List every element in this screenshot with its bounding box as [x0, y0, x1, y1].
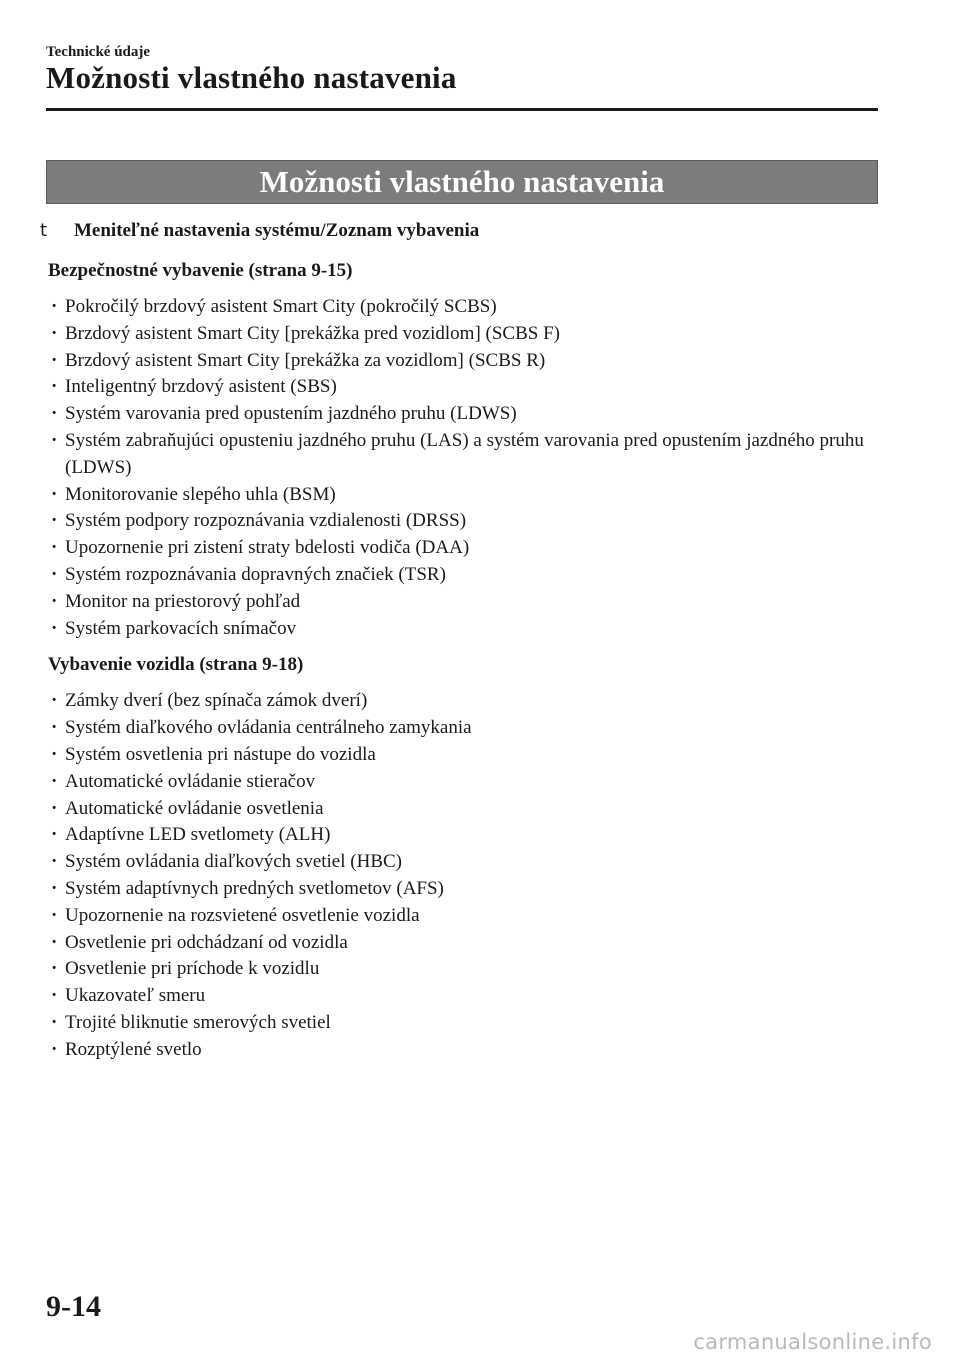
heading-divider [46, 108, 878, 111]
group-safety-equipment [48, 258, 878, 642]
group-vehicle-equipment [48, 652, 878, 1063]
list-item: · Rozptýlené svetlo [48, 1037, 878, 1064]
list-item: · Osvetlenie pri príchode k vozidlu [48, 956, 878, 983]
list-item: · Systém adaptívnych predných svetlometov (AFS) [48, 876, 878, 903]
subsection-heading [40, 220, 479, 242]
group-title: Vybavenie vozidla (strana 9-18) [48, 654, 304, 676]
list-item: · Adaptívne LED svetlomety (ALH) [48, 822, 878, 849]
group-title: Bezpečnostné vybavenie (strana 9-15) [48, 260, 353, 281]
list-item: · Systém rozpoznávania dopravných značiek (TSR) [48, 562, 878, 589]
chapter-label: Technické údaje [46, 44, 151, 60]
list-item: · Brzdový asistent Smart City [prekážka za vozidlom] (SCBS R) [48, 348, 878, 375]
section-banner: Možnosti vlastného nastavenia [46, 160, 878, 204]
list-item: · Automatické ovládanie osvetlenia [48, 796, 878, 823]
list-item: · Ukazovateľ smeru [48, 983, 878, 1010]
list-item: · Brzdový asistent Smart City [prekážka pred vozidlom] (SCBS F) [48, 321, 878, 348]
list-item: · Monitor na priestorový pohľad [48, 589, 878, 616]
list-item: · Osvetlenie pri odchádzaní od vozidla [48, 930, 878, 957]
list-item: · Inteligentný brzdový asistent (SBS) [48, 374, 878, 401]
list-item: · Systém diaľkového ovládania centrálneho zamykania [48, 715, 878, 742]
list-item: · Systém podpory rozpoznávania vzdialenosti (DRSS) [48, 508, 878, 535]
item-list [48, 294, 878, 642]
list-item: · Zámky dverí (bez spínača zámok dverí) [48, 688, 878, 715]
watermark-text: carmanualsonline.info [693, 1330, 932, 1354]
item-list [48, 688, 878, 1063]
list-item: · Systém varovania pred opustením jazdného pruhu (LDWS) [48, 401, 878, 428]
list-item: · Systém parkovacích snímačov [48, 616, 878, 643]
list-item: · Systém osvetlenia pri nástupe do vozidla [48, 742, 878, 769]
list-item: · Pokročilý brzdový asistent Smart City (pokročilý SCBS) [48, 294, 878, 321]
list-item: · Upozornenie pri zistení straty bdelosti vodiča (DAA) [48, 535, 878, 562]
page-title: Možnosti vlastného nastavenia [46, 60, 457, 95]
list-item: · Systém ovládania diaľkových svetiel (HBC) [48, 849, 878, 876]
subsection-title: Meniteľné nastavenia systému/Zoznam vybavenia [74, 220, 480, 241]
subsection-marker-icon: t [40, 220, 48, 241]
content-area [48, 258, 878, 1064]
list-item: · Automatické ovládanie stieračov [48, 769, 878, 796]
list-item: · Systém zabraňujúci opusteniu jazdného pruhu (LAS) a systém varovania pred opustením jazdného pruhu (LDWS) [48, 428, 878, 482]
list-item: · Monitorovanie slepého uhla (BSM) [48, 482, 878, 509]
list-item: · Upozornenie na rozsvietené osvetlenie vozidla [48, 903, 878, 930]
list-item: · Trojité bliknutie smerových svetiel [48, 1010, 878, 1037]
page-number: 9-14 [46, 1290, 101, 1323]
